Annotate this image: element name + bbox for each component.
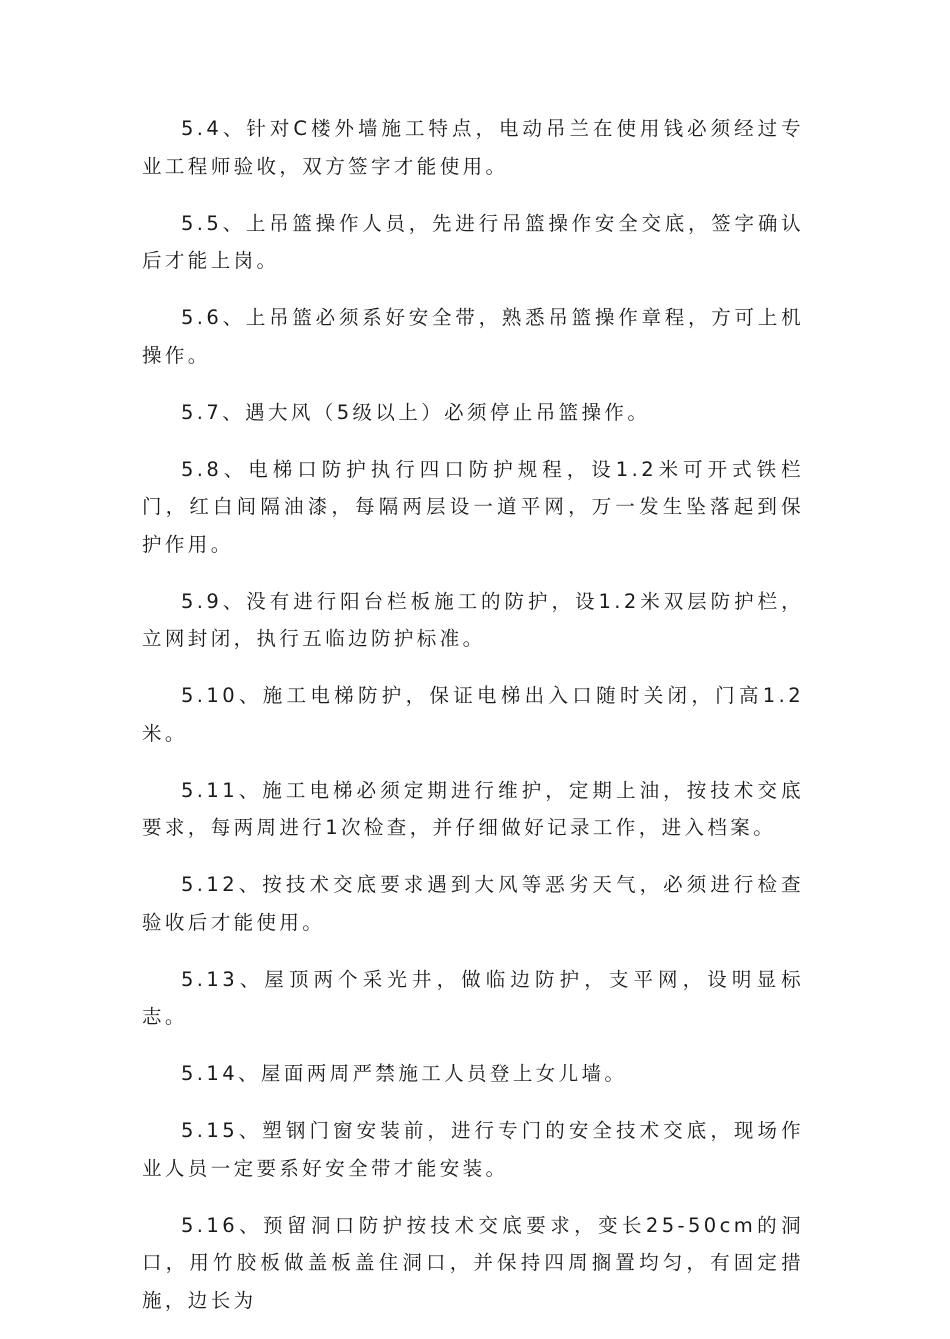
paragraph-5-9: 5.9、没有进行阳台栏板施工的防护，设1.2米双层防护栏，立网封闭，执行五临边防护标准。: [142, 589, 804, 650]
paragraph-5-11: 5.11、施工电梯必须定期进行维护，定期上油，按技术交底要求，每两周进行1次检查，并仔细做好记录工作，进入档案。: [142, 778, 804, 839]
paragraph-5-14: 5.14、屋面两周严禁施工人员登上女儿墙。: [181, 1062, 628, 1085]
paragraph-5-4: 5.4、针对C楼外墙施工特点，电动吊兰在使用钱必须经过专业工程师验收，双方签字才能使用。: [142, 117, 804, 178]
paragraph-5-8: 5.8、电梯口防护执行四口防护规程，设1.2米可开式铁栏门，红白间隔油漆，每隔两层设一道平网，万一发生坠落起到保护作用。: [142, 457, 804, 556]
paragraph-5-10: 5.10、施工电梯防护，保证电梯出入口随时关闭，门高1.2米。: [142, 684, 804, 745]
paragraph-5-12: 5.12、按技术交底要求遇到大风等恶劣天气，必须进行检查验收后才能使用。: [142, 873, 804, 934]
paragraph-5-7: 5.7、遇大风（5级以上）必须停止吊篮操作。: [181, 400, 651, 424]
paragraph-5-5: 5.5、上吊篮操作人员，先进行吊篮操作安全交底，签字确认后才能上岗。: [142, 211, 804, 272]
paragraph-5-13: 5.13、屋顶两个采光井，做临边防护，支平网，设明显标志。: [142, 967, 804, 1028]
document-body: [142, 110, 804, 1339]
paragraph-5-15: 5.15、塑钢门窗安装前，进行专门的安全技术交底，现场作业人员一定要系好安全带才能安装。: [142, 1119, 804, 1180]
paragraph-5-16: 5.16、预留洞口防护按技术交底要求，变长25-50cm的洞口，用竹胶板做盖板盖住洞口，并保持四周搁置均匀，有固定措施，边长为: [142, 1213, 804, 1312]
paragraph-5-6: 5.6、上吊篮必须系好安全带，熟悉吊篮操作章程，方可上机操作。: [142, 306, 804, 367]
